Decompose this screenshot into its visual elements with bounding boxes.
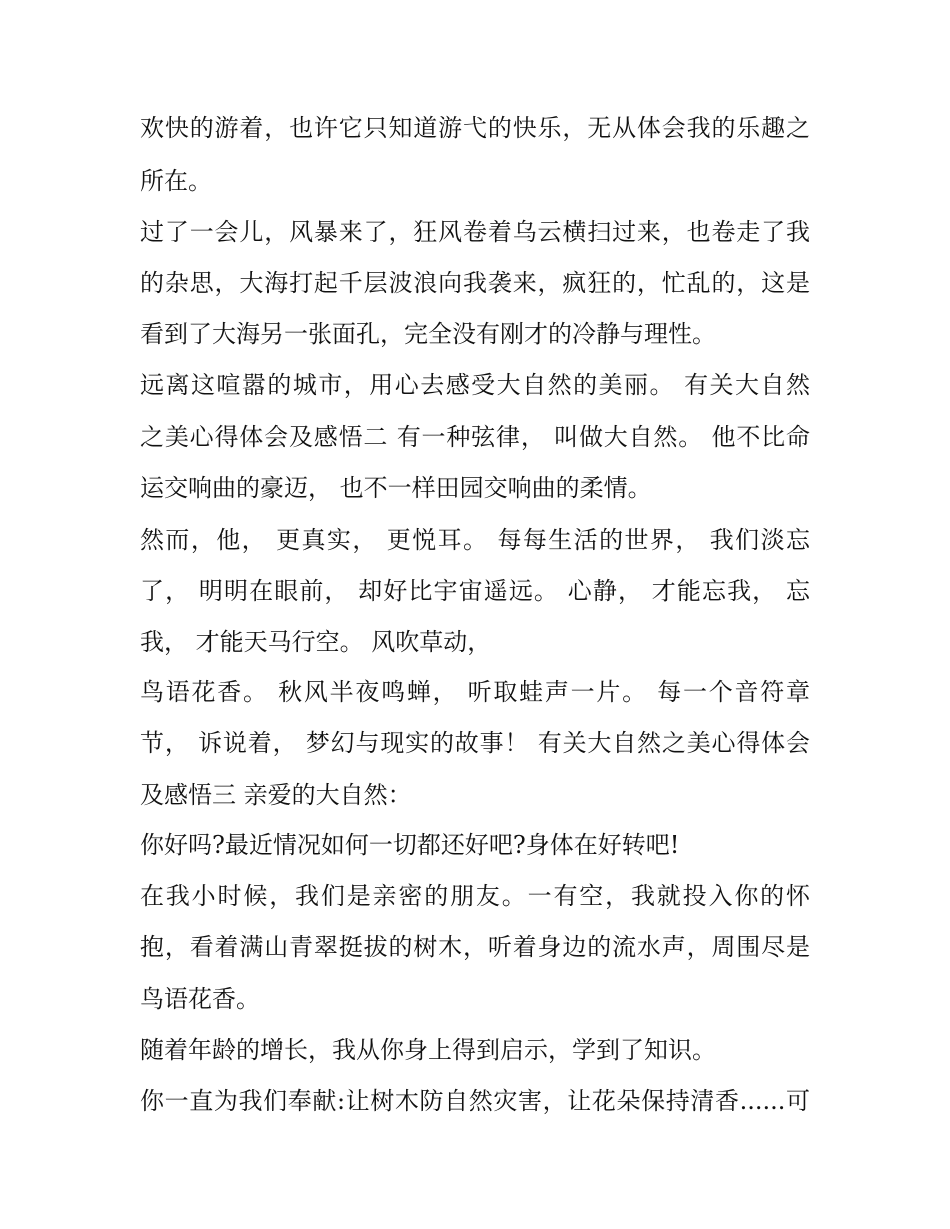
text-line: 鸟语花香。 秋风半夜鸣蝉， 听取蛙声一片。 每一个音符章 bbox=[140, 678, 810, 706]
text-line: 节， 诉说着， 梦幻与现实的故事！ 有关大自然之美心得体会 bbox=[140, 729, 810, 757]
text-line: 远离这喧嚣的城市，用心去感受大自然的美丽。 有关大自然 bbox=[140, 371, 810, 399]
text-line: 运交响曲的豪迈， 也不一样田园交响曲的柔情。 bbox=[140, 474, 652, 502]
text-line: 的杂思，大海打起千层波浪向我袭来，疯狂的，忙乱的，这是 bbox=[140, 269, 810, 297]
text-line: 在我小时候，我们是亲密的朋友。一有空，我就投入你的怀 bbox=[140, 882, 810, 910]
text-line: 了， 明明在眼前， 却好比宇宙遥远。 心静， 才能忘我， 忘 bbox=[140, 577, 810, 605]
text-line: 看到了大海另一张面孔，完全没有刚才的冷静与理性。 bbox=[140, 320, 716, 348]
text-line: 欢快的游着，也许它只知道游弋的快乐，无从体会我的乐趣之 bbox=[140, 114, 810, 142]
text-line: 我， 才能天马行空。 风吹草动， bbox=[140, 628, 492, 656]
text-line: 然而，他， 更真实， 更悦耳。 每每生活的世界， 我们淡忘 bbox=[140, 526, 810, 554]
text-line: 你一直为我们奉献:让树木防自然灾害，让花朵保持清香......可 bbox=[140, 1087, 810, 1115]
text-line: 抱，看着满山青翠挺拔的树木，听着身边的流水声，周围尽是 bbox=[140, 933, 810, 961]
text-line: 鸟语花香。 bbox=[140, 985, 260, 1013]
text-line: 过了一会儿，风暴来了，狂风卷着乌云横扫过来，也卷走了我 bbox=[140, 218, 810, 246]
text-line: 你好吗?最近情况如何一切都还好吧?身体在好转吧! bbox=[140, 831, 680, 859]
text-line: 所在。 bbox=[140, 167, 212, 195]
text-line: 及感悟三 亲爱的大自然： bbox=[140, 781, 412, 809]
text-line: 之美心得体会及感悟二 有一种弦律， 叫做大自然。 他不比命 bbox=[140, 423, 810, 451]
text-line: 随着年龄的增长，我从你身上得到启示，学到了知识。 bbox=[140, 1036, 716, 1064]
